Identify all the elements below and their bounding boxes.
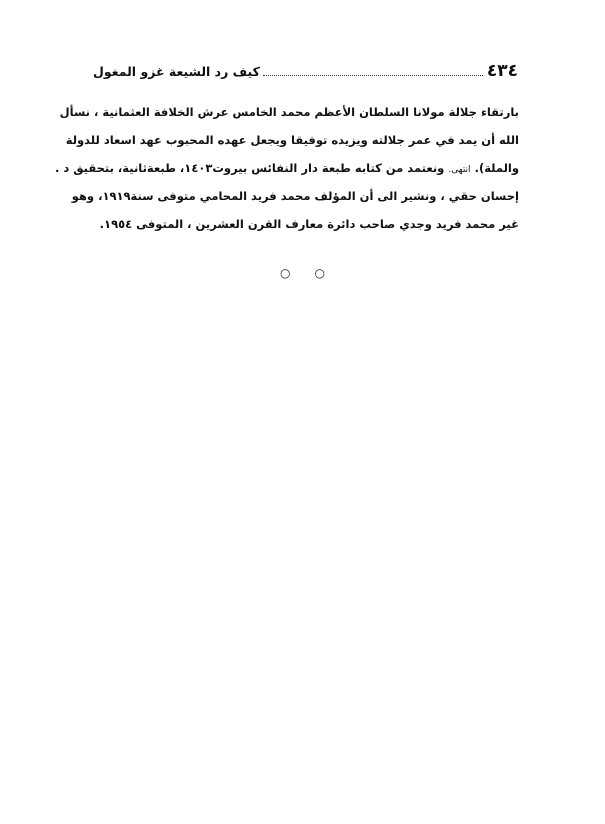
body-line: الله أن يمد في عمر جلالته ويزيده توفيقا ويجعل عهده المحبوب عهد اسعاد للدولة (65, 133, 519, 147)
page-number: ٤٣٤ (486, 61, 518, 81)
ornament-circle-icon: ○ (280, 266, 291, 280)
section-ornament (280, 266, 325, 280)
running-header (93, 58, 518, 80)
line-segment: ونعتمد من كتابه طبعة دار النفائس بيروت١٤٠٣، طبعةثانية، بتحقيق د . (55, 161, 449, 175)
header-title: كيف رد الشيعة غزو المغول (93, 64, 260, 79)
body-line: بارتقاء جلالة مولانا السلطان الأعظم محمد الخامس عرش الخلافة العثمانية ، نسأل (59, 105, 519, 119)
body-line: إحسان حقي ، ونشير الى أن المؤلف محمد فريد المحامي متوفى سنة١٩١٩، وهو (71, 189, 519, 203)
ornament-circle-icon: ○ (314, 266, 325, 280)
body-line-mixed (55, 154, 519, 182)
body-paragraph (55, 98, 519, 238)
dot-leader (263, 75, 483, 76)
line-segment: والملة). (474, 161, 519, 175)
end-quote-marker: انتهى. (448, 165, 471, 175)
body-line: غير محمد فريد وجدي صاحب دائرة معارف القرن العشرين ، المتوفى ١٩٥٤. (99, 217, 519, 231)
